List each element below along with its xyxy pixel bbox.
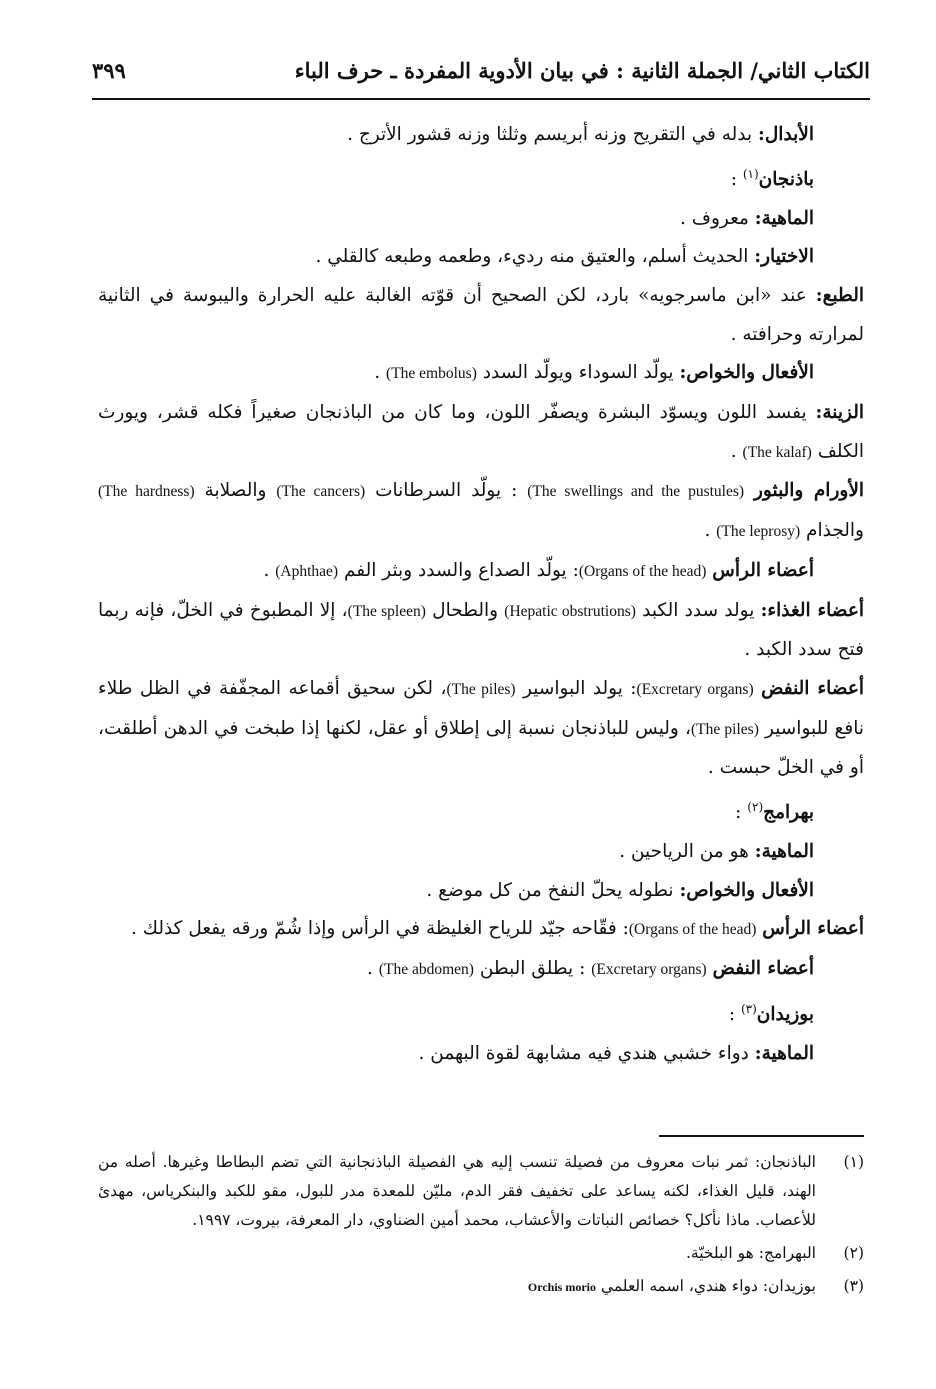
entry-text: معروف . [680,207,755,229]
footnote [98,1239,864,1268]
entry-text: . [374,362,387,384]
latin-gloss: (Excretary organs) [591,961,707,979]
entry-term: الطبع: [815,284,864,306]
entry-text: نطوله يحلّ النفخ من كل موضع . [426,879,680,901]
latin-gloss: (The cancers) [276,483,366,501]
header-title: الكتاب الثاني/ الجملة الثانية : في بيان الأدوية المفردة ـ حرف الباء [294,58,870,83]
entry-term: الماهية: [754,207,814,229]
entry-paragraph [98,833,864,872]
entry-text: والصلابة [194,480,277,502]
latin-gloss: (The swellings and the pustules) [527,483,745,501]
entry-text: : فقّاحه جيّد للرياح الغليظة في الرأس وإذا شُمّ ورقه يفعل كذلك . [130,918,629,940]
latin-gloss: (The spleen) [347,602,426,620]
entry-term: أعضاء الرأس [762,918,864,940]
latin-gloss: (Organs of the head) [578,562,707,580]
latin-gloss: (Organs of the head) [628,921,757,939]
entry-paragraph [98,552,864,592]
entry-term: أعضاء الرأس [712,559,814,581]
entry-text: يفسد اللون ويسوّد البشرة ويصفّر اللون، وما كان من الباذنجان صغيراً فكله قشر، ويورث الكلف [98,402,864,462]
entry-text: والجذام [800,520,864,542]
entry-paragraph [98,200,864,239]
entry-paragraph [98,472,864,551]
latin-gloss: (Excretary organs) [636,681,754,698]
latin-gloss: (The piles) [690,720,759,738]
entry-paragraph [98,910,864,950]
entry-paragraph [98,872,864,911]
entry-paragraph [98,950,864,990]
latin-gloss: (The abdomen) [378,961,474,979]
footnotes [98,1148,864,1306]
drug-name: باذنجان [758,168,814,190]
entry-text: يولّد السوداء ويولّد السدد [476,362,680,384]
entry-term: الماهية: [754,1042,814,1064]
entry-paragraph [98,394,864,472]
footnote-number: (٢) [843,1244,864,1262]
latin-gloss: (Aphthae) [275,562,339,580]
footnote-ref[interactable]: (٣) [740,1001,757,1016]
entry-paragraph [98,670,864,788]
header-rule [92,98,870,100]
latin-gloss: (The hardness) [98,483,195,501]
entry-text: يولد سدد الكبد [635,599,761,621]
latin-gloss: (The kalaf) [742,443,812,461]
footnote-ref[interactable]: (١) [742,166,759,181]
entry-text: ، لكن سحيق أقماعه المجفّفة في الظل طلاء نافع للبواسير [98,678,864,739]
latin-gloss: Orchis morio [527,1280,596,1294]
entry-text: الحديث أسلم، والعتيق منه رديء، وطعمه وطبعه كالقلي . [315,246,755,268]
entry-paragraph [98,592,864,670]
latin-gloss: (Hepatic obstrutions) [504,602,636,620]
footnote [98,1272,864,1302]
entry-text: : يولد البواسير [515,678,637,699]
entry-paragraph [98,277,864,354]
main-text [98,116,864,1073]
entry-term: الأبدال: [758,124,814,145]
entry-term: الأفعال والخواص: [679,362,814,384]
entry-text: : يولّد الصداع والسدد وبثر الفم [338,559,579,581]
entry-text: عند «ابن ماسرجويه» بارد، لكن الصحيح أن قوّته الغالبة عليه الحرارة واليبوسة في الثانية لمرارته وحرافته . [98,284,864,345]
footnote-text: بوزيدان: دواء هندي، اسمه العلمي [596,1277,816,1295]
latin-gloss: (The embolus) [386,365,477,383]
drug-heading [98,990,864,1035]
entry-paragraph [98,116,864,155]
entry-paragraph [98,354,864,394]
footnote-number: (١) [843,1153,864,1171]
entry-text: والطحال [425,599,505,621]
entry-term: أعضاء النفض [712,958,814,980]
footnote-text: الباذنجان: ثمر نبات معروف من فصيلة تنسب إليه هي الفصيلة الباذنجانية التي تضم البطاطا وغيرها. أصله من الهند، قليل الغذاء، لكنه يساعد على تخفيف فقر الدم، مليّن للمعدة مدر للبول، مقو للكبد والبنكرياس، مهدئ للأعصاب. ماذا نأكل؟ خصائص النباتات والأعشاب، محمد أمين الضناوي، دار المعرفة، بيروت، ١٩٩٧. [98,1153,816,1229]
drug-heading [98,155,864,200]
heading-colon: : [728,1003,741,1025]
latin-gloss: (The piles) [446,681,516,698]
entry-term: الأورام والبثور [754,480,865,502]
footnote [98,1148,864,1235]
entry-text: . [367,958,379,980]
page-number: ٣٩٩ [92,58,126,83]
entry-text: : يطلق البطن [473,958,592,980]
entry-text: ، وليس للباذنجان نسبة إلى إطلاق أو عقل، لكنها إذا طبخت في الدهن أطلقت، أو في الخلّ حبست . [98,717,864,779]
entry-term: الاختيار: [754,246,814,268]
footnote-text: البهرامج: هو البلخيّة. [685,1244,816,1262]
entry-text: دواء خشبي هندي فيه مشابهة لقوة البهمن . [418,1042,755,1064]
drug-name: بوزيدان [756,1003,814,1025]
drug-name: بهرامج [763,802,814,824]
entry-text: . [704,520,717,542]
entry-term: أعضاء الغذاء: [760,599,865,621]
entry-term: الزينة: [815,402,864,424]
entry-term: الأفعال والخواص: [679,879,814,901]
entry-text: ، إلا المطبوخ في الخلّ، فإنه ربما فتح سدد الكبد . [98,599,864,661]
running-header [92,58,870,94]
entry-paragraph [98,1035,864,1074]
entry-text: . [730,440,743,462]
entry-term: أعضاء النفض [761,678,864,699]
heading-colon: : [730,168,743,190]
entry-text: بدله في التقريح وزنه أبريسم وثلثا وزنه قشور الأترج . [347,124,759,145]
entry-text: . [263,559,276,581]
entry-text: : يولّد السرطانات [365,480,528,502]
footnote-number: (٣) [843,1277,864,1295]
entry-text: هو من الرياحين . [619,840,755,862]
entry-term: الماهية: [754,840,814,862]
footnote-rule [659,1135,864,1137]
entry-paragraph [98,238,864,277]
drug-heading [98,788,864,833]
latin-gloss: (The leprosy) [716,523,801,541]
footnote-ref[interactable]: (٢) [747,800,764,815]
heading-colon: : [735,802,748,824]
